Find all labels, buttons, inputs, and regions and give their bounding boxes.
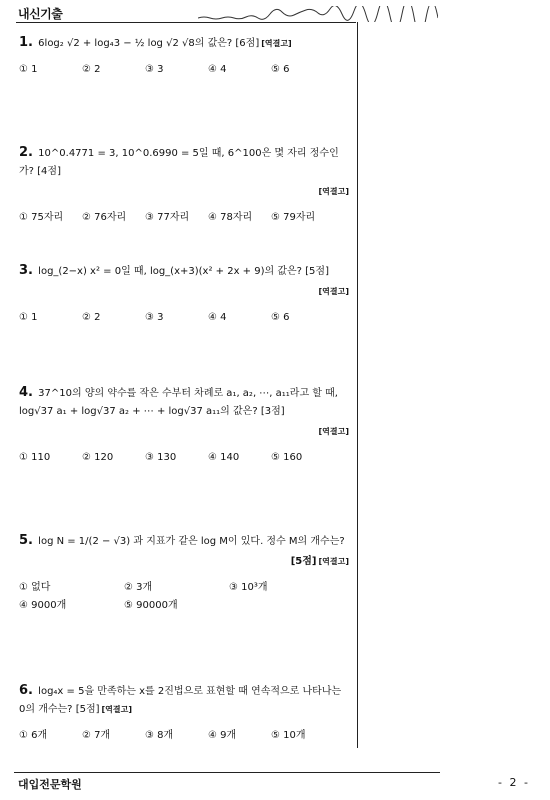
question-1	[19, 34, 349, 79]
question-tag: [역결고]	[318, 187, 349, 196]
question-5	[19, 532, 349, 615]
question-1-stem	[19, 34, 349, 53]
answer-options	[19, 61, 349, 79]
answer-option-5[interactable]: ⑤ 6	[271, 312, 290, 323]
answer-option-3[interactable]: ③ 3	[145, 64, 164, 75]
answer-option-1[interactable]: ① 1	[19, 64, 38, 75]
question-number: 2.	[19, 145, 33, 160]
question-points: [5점]	[290, 556, 317, 567]
question-points: [5점]	[75, 704, 100, 715]
question-text: log_(2−x) x² = 0일 때, log_(x+3)(x² + 2x + 9)의 값은?	[38, 266, 302, 277]
answer-option-1[interactable]: ① 75자리	[19, 212, 64, 223]
answer-option-4[interactable]: ④ 4	[208, 64, 227, 75]
answer-option-4[interactable]: ④ 9000개	[19, 600, 67, 611]
question-number: 4.	[19, 385, 33, 400]
question-tag: [역결고]	[318, 287, 349, 296]
question-6-stem	[19, 682, 349, 719]
question-points-tag	[19, 553, 349, 571]
header-title: 내신기출	[18, 7, 63, 21]
answer-options	[19, 309, 349, 327]
question-number: 6.	[19, 683, 33, 698]
answer-options	[19, 727, 349, 745]
answer-option-5[interactable]: ⑤ 160	[271, 452, 303, 463]
question-tag: [역결고]	[318, 427, 349, 436]
question-text: log N = 1/(2 − √3) 과 지표가 같은 log M이 있다. 정수 M의 개수는?	[38, 536, 345, 547]
answer-option-2[interactable]: ② 3개	[124, 582, 153, 593]
question-3	[19, 262, 349, 327]
answer-option-3[interactable]: ③ 3	[145, 312, 164, 323]
question-text: 6log₂ √2 + log₄3 − ½ log √2 √8의 값은?	[38, 38, 233, 49]
answer-option-1[interactable]: ① 없다	[19, 582, 51, 593]
answer-options	[19, 579, 349, 615]
answer-option-4[interactable]: ④ 140	[208, 452, 240, 463]
question-number: 5.	[19, 533, 33, 548]
answer-option-2[interactable]: ② 2	[82, 312, 101, 323]
question-5-stem	[19, 532, 349, 551]
answer-option-1[interactable]: ① 1	[19, 312, 38, 323]
question-tag: [역결고]	[101, 705, 133, 714]
question-2	[19, 144, 349, 227]
question-number: 3.	[19, 263, 33, 278]
question-points: [6점]	[235, 38, 260, 49]
answer-option-3[interactable]: ③ 8개	[145, 730, 174, 741]
question-text: 10^0.4771 = 3, 10^0.6990 = 5일 때, 6^100은 몇 자리 정수인가?	[19, 148, 339, 177]
question-3-stem	[19, 262, 349, 281]
question-6	[19, 682, 349, 745]
answer-option-2[interactable]: ② 120	[82, 452, 114, 463]
question-number: 1.	[19, 35, 33, 50]
answer-option-3[interactable]: ③ 77자리	[145, 212, 190, 223]
answer-options	[19, 449, 349, 467]
question-text: log₄x = 5을 만족하는 x를 2진법으로 표현할 때 연속적으로 나타나는 0의 개수는?	[19, 686, 342, 715]
footer-rule	[14, 772, 440, 773]
question-4-stem	[19, 384, 349, 421]
question-2-stem	[19, 144, 349, 181]
question-points: [4점]	[37, 166, 61, 177]
decorative-wave-icon	[198, 6, 438, 22]
answer-option-1[interactable]: ① 6개	[19, 730, 48, 741]
column-divider	[357, 22, 358, 748]
question-points: [5점]	[305, 266, 329, 277]
footer-brand: 대입전문학원	[18, 778, 82, 791]
answer-option-5[interactable]: ⑤ 79자리	[271, 212, 316, 223]
answer-option-1[interactable]: ① 110	[19, 452, 51, 463]
answer-option-4[interactable]: ④ 78자리	[208, 212, 253, 223]
question-points: [3점]	[260, 406, 285, 417]
question-text: 37^10의 양의 약수를 작은 수부터 차례로 a₁, a₂, ⋯, a₁₁라고 할 때, log√37 a₁ + log√37 a₂ + ⋯ + log√37 a₁₁의 값은?	[19, 388, 338, 417]
answer-option-3[interactable]: ③ 10³개	[229, 582, 268, 593]
answer-option-2[interactable]: ② 76자리	[82, 212, 127, 223]
header-rule	[16, 22, 356, 23]
answer-option-5[interactable]: ⑤ 90000개	[124, 600, 178, 611]
question-4	[19, 384, 349, 467]
answer-option-4[interactable]: ④ 4	[208, 312, 227, 323]
question-tag: [역결고]	[261, 39, 292, 48]
answer-option-5[interactable]: ⑤ 6	[271, 64, 290, 75]
answer-option-4[interactable]: ④ 9개	[208, 730, 237, 741]
page-number: - 2 -	[498, 776, 530, 789]
answer-option-5[interactable]: ⑤ 10개	[271, 730, 306, 741]
answer-option-2[interactable]: ② 7개	[82, 730, 111, 741]
answer-option-3[interactable]: ③ 130	[145, 452, 177, 463]
answer-option-2[interactable]: ② 2	[82, 64, 101, 75]
answer-options	[19, 209, 349, 227]
question-tag: [역결고]	[318, 557, 349, 566]
